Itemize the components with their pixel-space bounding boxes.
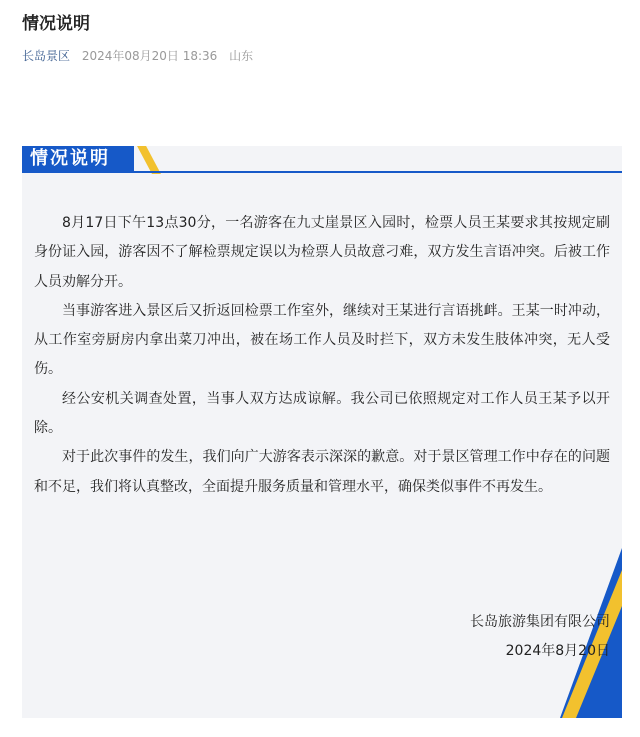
notice-heading: 情况说明 [30, 148, 110, 169]
notice-paragraph-1: 8月17日下午13点30分，一名游客在九丈崖景区入园时，检票人员王某要求其按规定刷身份证入园，游客因不了解检票规定误以为检票人员故意刁难，双方发生言语冲突。后被工作人员劝解分开。 [34, 215, 610, 290]
notice-paragraph-2: 当事游客进入景区后又折返回检票工作室外，继续对王某进行言语挑衅。王某一时冲动，从工作室旁厨房内拿出菜刀冲出，被在场工作人员及时拦下，双方未发生肢体冲突，无人受伤。 [34, 302, 610, 378]
article-header [22, 14, 253, 64]
article-meta [22, 48, 253, 64]
heading-rule [22, 171, 622, 173]
source-link[interactable]: 长岛景区 [22, 49, 71, 63]
heading-tab-accent-stripe [136, 146, 161, 174]
signature-date: 2024年8月20日 [505, 643, 610, 659]
article-title: 情况说明 [22, 14, 90, 34]
publish-location: 山东 [229, 49, 254, 63]
signature-organization: 长岛旅游集团有限公司 [470, 614, 610, 630]
signature-block [470, 608, 610, 666]
notice-paragraph-4: 对于此次事件的发生，我们向广大游客表示深深的歉意。对于景区管理工作中存在的问题和不足，我们将认真整改，全面提升服务质量和管理水平，确保类似事件不再发生。 [34, 449, 610, 495]
notice-paragraph-3: 经公安机关调查处置，当事人双方达成谅解。我公司已依照规定对工作人员王某予以开除。 [34, 390, 610, 437]
notice-image [22, 146, 622, 718]
publish-datetime: 2024年08月20日 18:36 [81, 49, 218, 63]
notice-body [34, 209, 610, 502]
